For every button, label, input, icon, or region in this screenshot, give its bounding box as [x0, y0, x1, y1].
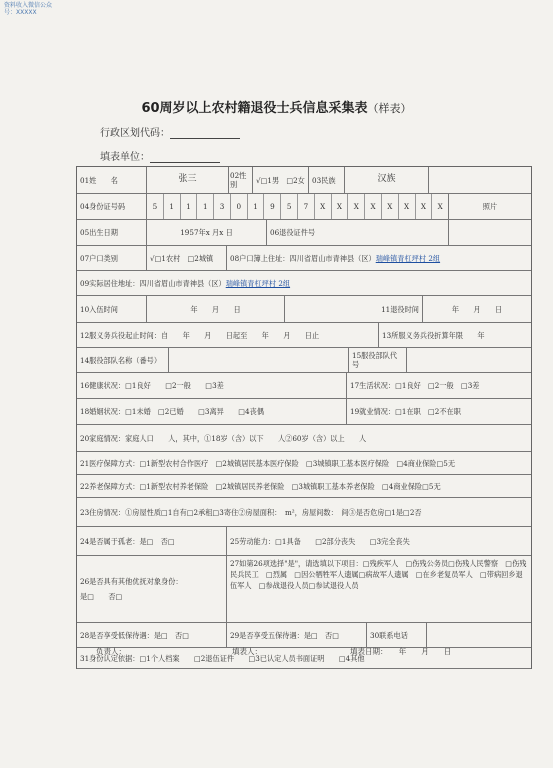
title-main: 60周岁以上农村籍退役士兵信息采集表 — [141, 101, 368, 116]
residence-address-value: 瑞峰镇青杠坪村 2组 — [225, 278, 291, 288]
id-digit[interactable]: 1 — [164, 194, 181, 219]
unit-line — [100, 148, 220, 163]
info-form — [76, 166, 532, 669]
subsidy-status[interactable]: 28是否享受低保待遇：是□ 否□ — [77, 623, 227, 647]
registered-address-label: 08户口簿上住址：四川省眉山市青神县（区） — [230, 253, 376, 263]
id-digit[interactable]: X — [437, 202, 443, 211]
id-digit[interactable]: X — [365, 194, 382, 219]
priority-types[interactable]: 27如第26项选择"是"，请选填以下项目：□残疾军人 □伤残公务员□伤残人民警察 □伤残民兵民工 □烈属 □因公牺牲军人遗属□病故军人遗属 □在乡老复员军人 □带病回乡退伍军人 □参战退役人员□参试退役人员 — [230, 559, 527, 591]
region-code-label: 行政区划代码： — [100, 128, 170, 139]
hukou-options[interactable]: √□1农村 □2城镇 — [147, 246, 227, 270]
marriage-status[interactable]: 18婚姻状况：□1未婚 □2已婚 □3离异 □4丧偶 — [77, 399, 347, 424]
page-title — [0, 97, 553, 116]
retire-value[interactable]: 年 月 日 — [451, 304, 503, 314]
name-value[interactable]: 张三 — [147, 167, 229, 193]
row-orphan — [77, 527, 531, 556]
family-status[interactable]: 20家庭情况：家庭人口 人，其中，①18岁（含）以下 人②60岁（含）以上 人 — [80, 433, 367, 443]
service-period[interactable]: 12服义务兵役起止时间：自 年 月 日起至 年 月 日止 — [77, 323, 379, 347]
watermark-line1: 资料收入微信公众 — [4, 2, 53, 9]
id-digit[interactable]: X — [332, 194, 349, 219]
id-digit[interactable]: X — [315, 194, 332, 219]
cert-label: 06退役证件号 — [267, 220, 449, 245]
row-hukou — [77, 246, 531, 271]
birth-value[interactable]: 1957年x 月x 日 — [147, 220, 267, 245]
employment-status[interactable]: 19就业情况：□1在职 □2不在职 — [350, 407, 461, 416]
title-sample: （样表） — [367, 102, 412, 115]
row-enlist — [77, 296, 531, 323]
registered-address[interactable] — [227, 246, 531, 270]
row-subsidy — [77, 623, 531, 648]
id-digit[interactable]: 3 — [214, 194, 231, 219]
region-code-field[interactable] — [170, 129, 240, 139]
row-family — [77, 425, 531, 452]
row-id — [77, 194, 531, 220]
id-digit[interactable]: X — [348, 194, 365, 219]
unit-code-label: 15服役部队代号 — [349, 348, 407, 372]
id-digit[interactable]: 0 — [231, 194, 248, 219]
ethnic-value[interactable]: 汉族 — [345, 167, 429, 193]
enlist-value[interactable]: 年 月 日 — [147, 296, 285, 322]
id-digits[interactable] — [147, 194, 449, 219]
watermark — [4, 2, 52, 16]
id-digit[interactable]: X — [382, 194, 399, 219]
identity-basis[interactable]: 31身份认定依据：□1个人档案 □2退伍证件 □3已认定人员书面证明 □4其他 — [80, 653, 365, 663]
medical-insurance[interactable]: 21医疗保障方式：□1新型农村合作医疗 □2城镇居民基本医疗保险 □3城镇职工基本医疗保险 □4商业保险□5无 — [80, 458, 456, 468]
footer-date: 填表日期： 年 月 日 — [350, 647, 452, 656]
unit-field[interactable] — [150, 153, 220, 163]
phone-label: 30联系电话 — [367, 623, 427, 647]
footer-filler: 填表人： — [232, 647, 262, 656]
row-housing — [77, 498, 531, 527]
id-digit[interactable]: 5 — [281, 194, 298, 219]
id-digit[interactable]: 9 — [264, 194, 281, 219]
gender-label: 02性别 — [229, 167, 253, 193]
service-years[interactable]: 13所服义务兵役折算年限 年 — [382, 330, 485, 340]
residence-address-label: 09实际居住地址：四川省眉山市青神县（区） — [80, 278, 226, 288]
id-digit[interactable]: X — [416, 194, 433, 219]
id-digit[interactable]: 7 — [298, 194, 315, 219]
photo-box-top — [429, 167, 531, 193]
row-priority — [77, 556, 531, 623]
unit-label: 填表单位： — [100, 152, 150, 163]
id-digit[interactable]: 1 — [248, 194, 265, 219]
row-medical — [77, 452, 531, 475]
priority-options[interactable]: 是□ 否□ — [80, 592, 123, 601]
id-label: 04身份证号码 — [77, 194, 147, 219]
id-digit[interactable]: X — [399, 194, 416, 219]
name-label: 01姓 名 — [77, 167, 147, 193]
photo-box-bottom — [449, 220, 531, 245]
pension-insurance[interactable]: 22养老保障方式：□1新型农村养老保险 □2城镇居民养老保险 □3城镇职工基本养老保险 □4商业保险□5无 — [80, 481, 441, 491]
photo-label: 照片 — [482, 202, 498, 211]
birth-label: 05出生日期 — [77, 220, 147, 245]
id-digit[interactable]: 5 — [147, 194, 164, 219]
region-code-line — [100, 124, 240, 139]
id-digit[interactable]: 1 — [181, 194, 198, 219]
row-basis — [77, 648, 531, 669]
footer-leader: 负责人： — [96, 647, 126, 656]
residence-address[interactable] — [77, 271, 531, 295]
life-status[interactable]: 17生活状况：□1良好 □2一般 □3差 — [350, 381, 480, 390]
ethnic-label: 03民族 — [309, 167, 345, 193]
retire-label: 11退役时间 — [285, 296, 423, 322]
watermark-line2: 号：XXXXX — [4, 9, 37, 16]
row-marriage — [77, 399, 531, 425]
housing-status[interactable]: 23住房情况：①房屋性质□1自有□2承租□3寄住②房屋面积： m²，房屋间数： 间③是否危房□1是□2否 — [80, 507, 422, 517]
phone-value[interactable] — [427, 623, 531, 647]
row-pension — [77, 475, 531, 498]
row-residence — [77, 271, 531, 296]
enlist-label: 10入伍时间 — [77, 296, 147, 322]
row-birth — [77, 220, 531, 246]
health-status[interactable]: 16健康状况：□1良好 □2一般 □3差 — [77, 373, 347, 398]
row-service — [77, 323, 531, 348]
hukou-label: 07户口类别 — [77, 246, 147, 270]
row-unit — [77, 348, 531, 373]
unit-name-label: 14服役部队名称（番号） — [77, 348, 169, 372]
row-health — [77, 373, 531, 399]
orphan-status[interactable]: 24是否属于孤老：是□ 否□ — [77, 527, 227, 555]
unit-name-value[interactable] — [169, 348, 349, 372]
five-guarantee-status[interactable]: 29是否享受五保待遇：是□ 否□ — [227, 623, 367, 647]
labor-ability[interactable]: 25劳动能力：□1具备 □2部分丧失 □3完全丧失 — [230, 536, 410, 546]
unit-code-value[interactable] — [407, 348, 531, 372]
registered-address-value: 瑞峰镇青杠坪村 2组 — [375, 253, 441, 263]
id-digit[interactable]: 1 — [197, 194, 214, 219]
priority-label: 26是否具有其他优抚对象身份： — [80, 577, 183, 586]
priority-status[interactable] — [77, 556, 227, 622]
gender-options[interactable]: √□1男 □2女 — [253, 167, 309, 193]
row-name — [77, 167, 531, 194]
